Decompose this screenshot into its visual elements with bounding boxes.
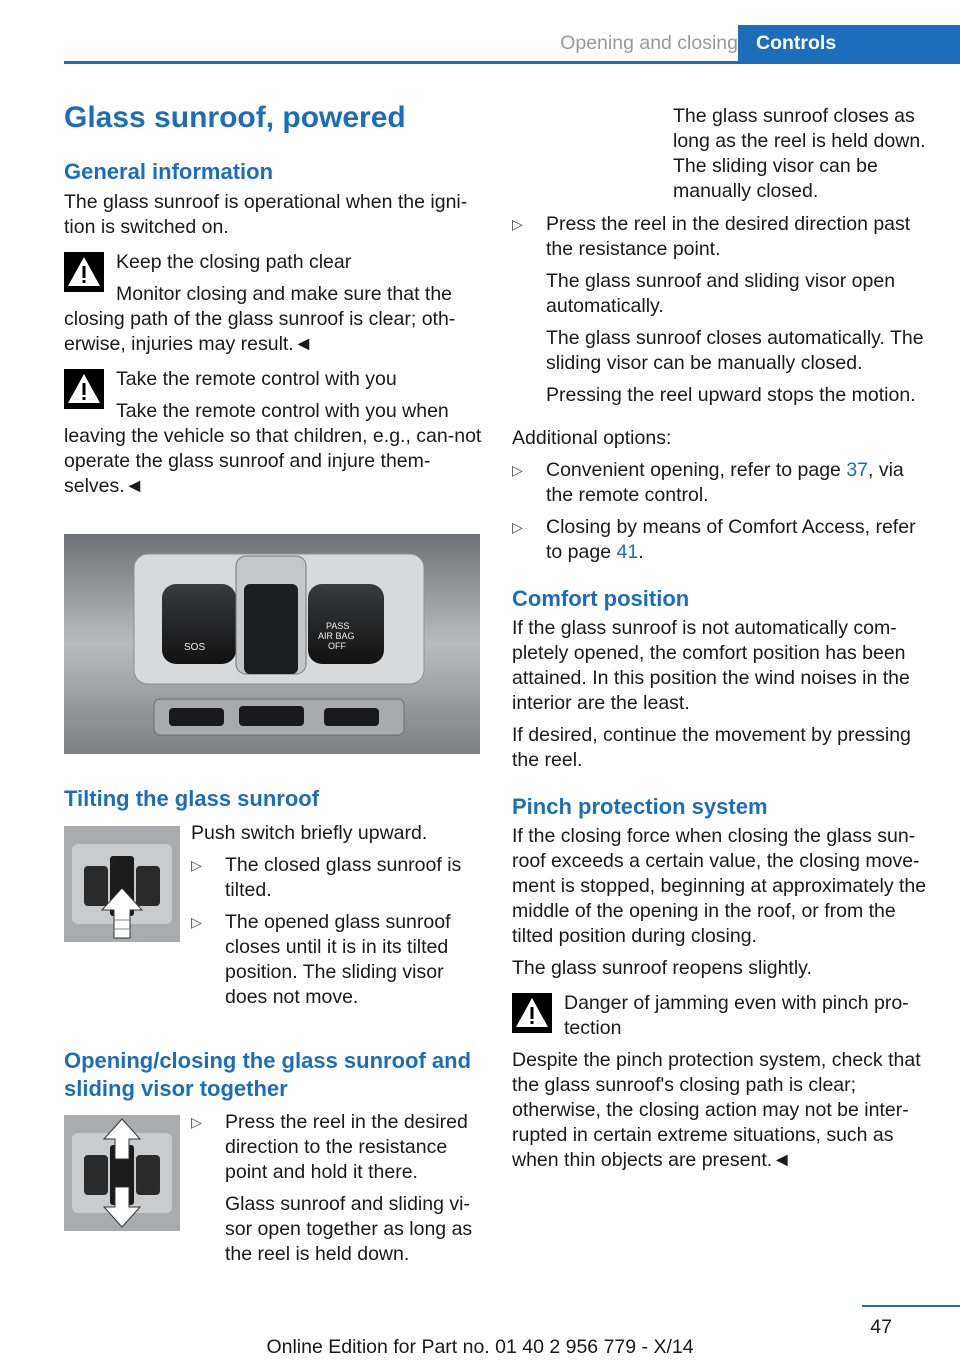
footer-rule: [862, 1305, 960, 1307]
page-title: Glass sunroof, powered: [64, 101, 406, 134]
together-list: [191, 1110, 483, 1185]
warning-icon: [512, 993, 552, 1033]
bullet-icon: ▷: [512, 216, 523, 232]
left-column: [64, 100, 482, 499]
list-item: ▷ Press the reel in the desired direction to the resistance point and hold it there.: [191, 1111, 468, 1183]
right-column: [512, 104, 932, 1173]
tilt-intro: Push switch briefly upward.: [191, 822, 428, 844]
warning-title: Take the remote control with you: [116, 368, 397, 390]
additional-list: [512, 458, 932, 565]
airbag-label: AIR BAG: [318, 631, 355, 641]
tilt-switch-image: [64, 826, 180, 942]
bullet-icon: ▷: [512, 462, 523, 478]
together-text: [191, 1110, 483, 1267]
list-item: ▷ The closed glass sunroof is tilted.: [191, 854, 462, 901]
bullet-icon: ▷: [191, 914, 202, 930]
list-item: ▷ Press the reel in the desired direction past the resistance point. The glass sunroof and sliding visor open automatically. The glass sunroof closes automatically. The sliding visor can be manually closed. Pressing the reel upward stops the motion.: [512, 213, 924, 406]
warning-closing-path: [64, 250, 482, 357]
chapter-tab: Controls: [738, 25, 960, 61]
sos-label: SOS: [184, 642, 206, 653]
off-label: OFF: [328, 641, 346, 651]
section-label: Opening and closing: [560, 32, 738, 54]
warning-icon: [64, 252, 104, 292]
pinch-heading: Pinch protection system: [512, 794, 768, 819]
page-link-37[interactable]: 37: [846, 459, 869, 481]
warning-text-cont: leaving the vehicle so that children, e.g., can-not operate the glass sunroof and injure them-selves.◄: [64, 425, 482, 497]
together-heading: Opening/closing the glass sunroof and sliding visor together: [64, 1048, 472, 1101]
warning-icon: [64, 369, 104, 409]
reel-options-list: [512, 212, 932, 408]
additional-options: Additional options:: [512, 427, 672, 449]
continued-text: The glass sunroof closes as long as the reel is held down. The sliding visor can be manually closed.: [673, 105, 926, 202]
tilt-text: [191, 821, 481, 1010]
together-sub: Glass sunroof and sliding vi-sor open together as long as the reel is held down.: [225, 1193, 473, 1265]
comfort-text-2: If desired, continue the movement by pressing the reel.: [512, 724, 911, 771]
edition-footer: Online Edition for Part no. 01 40 2 956 779 - X/14: [266, 1336, 694, 1358]
list-item: ▷ Convenient opening, refer to page 37, via the remote control.: [512, 459, 904, 506]
warning-text-cont: closing path of the glass sunroof is clear; oth-erwise, injuries may result.◄: [64, 308, 456, 355]
roof-console-photo: [64, 534, 480, 754]
page-header: [64, 25, 960, 64]
pass-label: PASS: [326, 621, 350, 631]
warning-text: Despite the pinch protection system, check that the glass sunroof's closing path is clear; otherwise, the closing action may not be inter-rupted in certain extreme situations, such as when thin objects are present.◄: [512, 1049, 921, 1171]
warning-text: Take the remote control with you when: [116, 400, 449, 422]
pinch-text: If the closing force when closing the glass sun-roof exceeds a certain value, the closing move-ment is stopped, beginning at approximately the middle of the opening in the roof, or from the tilted position during closing.: [512, 825, 927, 947]
tilt-heading: Tilting the glass sunroof: [64, 786, 320, 811]
tilt-list: [191, 853, 481, 1010]
warning-remote-control: [64, 367, 482, 499]
list-item: ▷ The opened glass sunroof closes until it is in its tilted position. The sliding visor does not move.: [191, 911, 451, 1008]
list-item: ▷ Closing by means of Comfort Access, refer to page 41.: [512, 516, 916, 563]
page-number: 47: [870, 1316, 892, 1338]
bullet-icon: ▷: [191, 1114, 202, 1130]
bullet-icon: ▷: [512, 519, 523, 535]
warning-jamming: [512, 991, 932, 1173]
comfort-text: If the glass sunroof is not automatically com-pletely opened, the comfort position has been attained. In this position the wind noises in the interior are the least.: [512, 617, 910, 714]
pinch-text-2: The glass sunroof reopens slightly.: [512, 957, 812, 979]
warning-title: Keep the closing path clear: [116, 251, 352, 273]
general-heading: General information: [64, 159, 274, 184]
page-link-41[interactable]: 41: [616, 541, 639, 563]
warning-text: Monitor closing and make sure that the: [116, 283, 453, 305]
warning-title: Danger of jamming even with pinch pro-tection: [564, 992, 909, 1039]
reel-switch-image: [64, 1115, 180, 1231]
general-text: The glass sunroof is operational when the igni-tion is switched on.: [64, 191, 468, 238]
bullet-icon: ▷: [191, 857, 202, 873]
comfort-heading: Comfort position: [512, 586, 690, 611]
